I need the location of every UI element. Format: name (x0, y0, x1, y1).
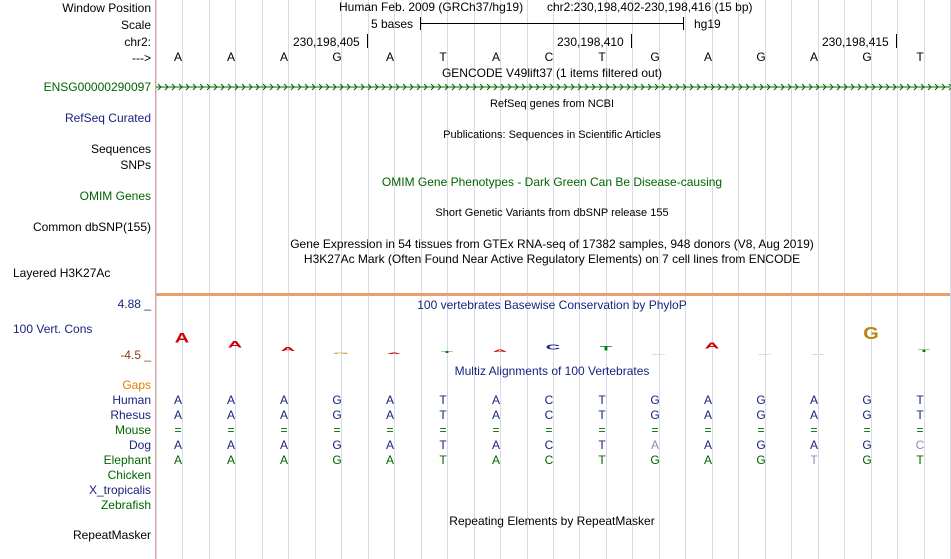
alignment-base: A (226, 438, 235, 452)
alignment-base: = (863, 423, 871, 437)
phylop-glyph: A (280, 347, 296, 353)
alignment-base: A (173, 408, 182, 422)
alignment-base: G (862, 453, 872, 467)
alignment-base: G (332, 393, 342, 407)
alignment-base: A (279, 408, 288, 422)
species-label-dog[interactable]: Dog (128, 438, 151, 452)
scale-bar-start-tick (420, 17, 421, 30)
alignment-base: = (757, 423, 765, 437)
alignment-base: T (598, 393, 606, 407)
ref-base: A (809, 50, 818, 64)
scale-label: Scale (120, 18, 151, 32)
alignment-base: A (279, 393, 288, 407)
phylop-glyph: A (386, 352, 402, 355)
alignment-base: G (650, 408, 660, 422)
alignment-base: G (332, 453, 342, 467)
alignment-base: A (385, 393, 394, 407)
alignment-base: = (704, 423, 712, 437)
alignment-base: A (703, 408, 712, 422)
ref-base: A (703, 50, 712, 64)
gencode-track-title: GENCODE V49lift37 (1 items filtered out) (441, 66, 663, 80)
alignment-base: A (703, 393, 712, 407)
alignment-base: = (651, 423, 659, 437)
omim-track-label[interactable]: OMIM Genes (79, 189, 151, 203)
alignment-base: A (491, 438, 500, 452)
alignment-base: A (173, 453, 182, 467)
alignment-base: T (598, 453, 606, 467)
alignment-base: = (174, 423, 182, 437)
dbsnp-track-title: Short Genetic Variants from dbSNP release 155 (435, 207, 669, 219)
alignment-base: = (386, 423, 394, 437)
phylop-glyph: G (333, 352, 349, 355)
alignment-base: T (439, 438, 447, 452)
phylop-glyph: G (863, 323, 879, 344)
coord-label-2: 230,198,410 (557, 35, 624, 49)
gene-strand-arrows (156, 80, 950, 94)
alignment-base: G (332, 438, 342, 452)
h3k27ac-track-label[interactable]: Layered H3K27Ac (13, 266, 111, 280)
alignment-base: A (226, 408, 235, 422)
repeatmasker-track-title: Repeating Elements by RepeatMasker (449, 514, 655, 528)
alignment-base: G (862, 438, 872, 452)
cons-min-label: -4.5 _ (120, 348, 151, 362)
alignment-base: C (544, 408, 554, 422)
cons-track-title: 100 vertebrates Basewise Conservation by PhyloP (417, 298, 687, 312)
ref-base: A (173, 50, 182, 64)
alignment-base: A (173, 393, 182, 407)
alignment-base: = (492, 423, 500, 437)
ref-base: G (650, 50, 660, 64)
alignment-base: A (809, 408, 818, 422)
pubs-track-label[interactable]: Sequences (90, 142, 151, 156)
gaps-label[interactable]: Gaps (122, 378, 151, 392)
alignment-base: G (862, 408, 872, 422)
ref-base: A (491, 50, 500, 64)
species-label-chicken[interactable]: Chicken (107, 468, 151, 482)
species-label-zebrafish[interactable]: Zebrafish (100, 498, 151, 512)
phylop-glyph: C (545, 343, 561, 352)
scale-text: 5 bases (371, 17, 414, 31)
cons-track-label[interactable]: 100 Vert. Cons (13, 322, 93, 336)
alignment-base: T (598, 438, 606, 452)
db-text: hg19 (694, 17, 721, 31)
species-label-elephant[interactable]: Elephant (103, 453, 151, 467)
ref-base: G (756, 50, 766, 64)
phylop-glyph: G (651, 354, 667, 356)
alignment-base: = (598, 423, 606, 437)
alignment-base: A (650, 438, 659, 452)
scale-bar (420, 23, 684, 24)
alignment-base: C (915, 438, 925, 452)
multiz-track-title: Multiz Alignments of 100 Vertebrates (454, 364, 650, 378)
coord-tick-2 (631, 34, 632, 48)
alignment-base: G (862, 393, 872, 407)
pubs-track-title: Publications: Sequences in Scientific Articles (443, 129, 661, 141)
alignment-base: = (916, 423, 924, 437)
alignment-base: A (491, 453, 500, 467)
alignment-base: C (544, 453, 554, 467)
alignment-base: A (491, 393, 500, 407)
scale-bar-end-tick (683, 17, 684, 30)
ref-base: T (439, 50, 447, 64)
position-text: chr2:230,198,402-230,198,416 (15 bp) (547, 0, 753, 14)
alignment-base: C (544, 438, 554, 452)
phylop-glyph: T (440, 350, 454, 354)
phylop-glyph: A (492, 348, 508, 354)
h3k27ac-track-title: H3K27Ac Mark (Often Found Near Active Regulatory Elements) on 7 cell lines from ENCODE (303, 252, 801, 266)
dbsnp-track-label[interactable]: Common dbSNP(155) (32, 220, 151, 234)
coord-tick-3 (896, 34, 897, 48)
strand-arrow-label: ---> (132, 51, 151, 65)
alignment-base: G (756, 408, 766, 422)
ref-base: C (544, 50, 554, 64)
phylop-logo (156, 318, 950, 356)
species-label-human[interactable]: Human (112, 393, 151, 407)
alignment-base: = (227, 423, 235, 437)
ref-base: G (332, 50, 342, 64)
alignment-base: G (756, 453, 766, 467)
alignment-base: A (279, 438, 288, 452)
species-label-rhesus[interactable]: Rhesus (110, 408, 151, 422)
h3k27ac-signal-band (156, 293, 950, 296)
alignment-base: = (545, 423, 553, 437)
alignment-base: T (439, 453, 447, 467)
snps-track-label[interactable]: SNPs (120, 158, 151, 172)
alignment-base: T (916, 393, 924, 407)
alignment-base: A (385, 438, 394, 452)
alignment-base: A (809, 438, 818, 452)
alignment-base: A (173, 438, 182, 452)
ref-base: T (916, 50, 924, 64)
alignment-base: G (756, 438, 766, 452)
alignment-base: A (226, 453, 235, 467)
alignment-base: T (810, 453, 818, 467)
ref-base: A (385, 50, 394, 64)
ref-base: A (279, 50, 288, 64)
refseq-track-title: RefSeq genes from NCBI (489, 98, 615, 110)
alignment-base: = (280, 423, 288, 437)
phylop-glyph: A (810, 354, 826, 356)
alignment-base: A (809, 393, 818, 407)
coord-label-1: 230,198,405 (293, 35, 360, 49)
phylop-glyph: T (917, 348, 931, 354)
gencode-gene-label[interactable]: ENSG00000290097 (43, 80, 151, 94)
species-label-mouse[interactable]: Mouse (114, 423, 151, 437)
alignment-base: T (439, 408, 447, 422)
gencode-gene-feature[interactable] (156, 80, 950, 94)
ref-base: T (598, 50, 606, 64)
phylop-glyph: A (227, 339, 243, 350)
alignment-base: A (226, 393, 235, 407)
coord-label-3: 230,198,415 (822, 35, 889, 49)
alignment-base: G (332, 408, 342, 422)
alignment-base: A (385, 408, 394, 422)
omim-track-title: OMIM Gene Phenotypes - Dark Green Can Be Disease-causing (381, 175, 723, 189)
alignment-base: A (703, 438, 712, 452)
window-position-label: Window Position (62, 1, 151, 15)
alignment-base: A (703, 453, 712, 467)
refseq-track-label[interactable]: RefSeq Curated (64, 111, 151, 125)
cons-max-label: 4.88 _ (117, 297, 151, 311)
alignment-base: T (916, 453, 924, 467)
repeatmasker-track-label[interactable]: RepeatMasker (72, 528, 151, 542)
phylop-glyph: A (174, 329, 190, 346)
phylop-glyph: A (704, 341, 720, 351)
coord-tick-1 (367, 34, 368, 48)
alignment-base: G (650, 393, 660, 407)
alignment-base: A (279, 453, 288, 467)
genome-track-image[interactable] (156, 0, 950, 559)
alignment-base: T (598, 408, 606, 422)
alignment-base: G (756, 393, 766, 407)
alignment-base: = (439, 423, 447, 437)
species-label-xtropicalis[interactable]: X_tropicalis (88, 483, 151, 497)
alignment-base: C (544, 393, 554, 407)
alignment-base: T (916, 408, 924, 422)
track-labels-panel (0, 0, 155, 559)
alignment-base: A (385, 453, 394, 467)
phylop-glyph: T (599, 345, 613, 352)
gtex-track-title: Gene Expression in 54 tissues from GTEx RNA-seq of 17382 samples, 948 donors (V8, Aug 2019) (290, 237, 814, 251)
alignment-base: = (333, 423, 341, 437)
alignment-base: = (810, 423, 818, 437)
alignment-base: G (650, 453, 660, 467)
chrom-label: chr2: (124, 35, 151, 49)
assembly-text: Human Feb. 2009 (GRCh37/hg19) (339, 0, 524, 14)
ref-base: A (226, 50, 235, 64)
alignment-base: T (439, 393, 447, 407)
phylop-glyph: G (757, 354, 773, 356)
ref-base: G (862, 50, 872, 64)
alignment-base: A (491, 408, 500, 422)
